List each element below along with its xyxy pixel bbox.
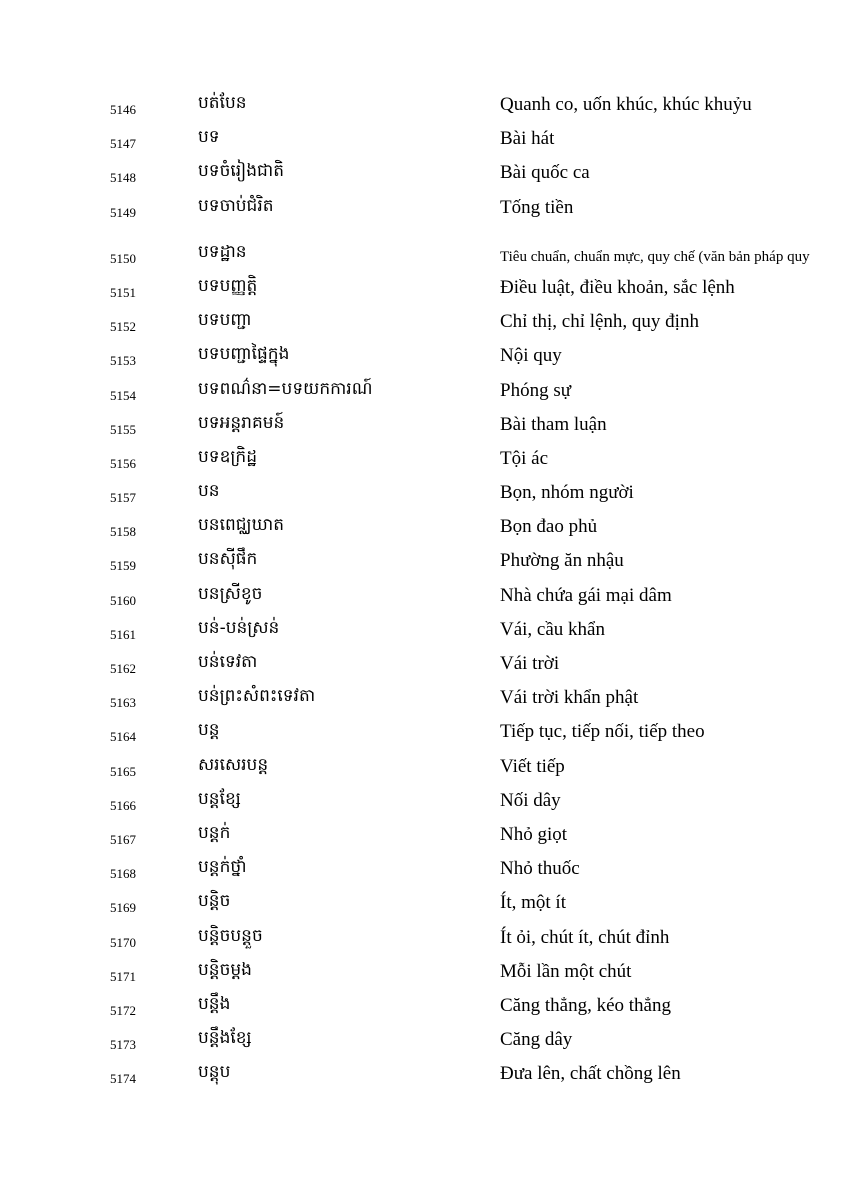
khmer-term: បន្តិចម្តង	[198, 959, 252, 980]
entry-number: 5146	[110, 102, 136, 117]
vietnamese-meaning: Vái, cầu khẩn	[500, 618, 605, 640]
vietnamese-meaning: Căng thẳng, kéo thẳng	[500, 994, 671, 1016]
khmer-term: បន្ត	[198, 720, 220, 741]
khmer-term: បនស្រីខូច	[198, 583, 263, 604]
entry-number: 5168	[110, 866, 136, 882]
entry-row	[0, 408, 848, 442]
khmer-term: បនស៊ីផឹក	[198, 549, 258, 570]
vietnamese-meaning: Điều luật, điều khoản, sắc lệnh	[500, 276, 735, 298]
khmer-term: បទចាប់ជំរិត	[198, 195, 274, 216]
vietnamese-meaning: Ít, một ít	[500, 892, 566, 914]
entry-number: 5156	[110, 455, 136, 471]
khmer-term: បទបញ្ញត្តិ	[198, 275, 258, 296]
khmer-term: បទ	[198, 127, 220, 148]
vietnamese-meaning: Mỗi lần một chút	[500, 960, 632, 982]
entry-number: 5158	[110, 524, 136, 540]
khmer-term: បន្តក់ថ្នាំ	[198, 857, 247, 878]
khmer-term: បន្តក់	[198, 822, 231, 843]
khmer-term: បន្តឹង	[198, 993, 231, 1014]
entry-row	[0, 156, 848, 190]
vietnamese-meaning: Quanh co, uốn khúc, khúc khuỷu	[500, 94, 752, 115]
vietnamese-meaning: Phường ăn nhậu	[500, 550, 624, 572]
entry-number: 5165	[110, 763, 136, 779]
entry-row	[0, 305, 848, 339]
entry-row	[0, 750, 848, 784]
entry-number: 5167	[110, 831, 136, 847]
khmer-term: បទដ្ឋាន	[198, 241, 247, 262]
vietnamese-meaning: Vái trời khẩn phật	[500, 687, 639, 709]
vietnamese-meaning: Nhà chứa gái mại dâm	[500, 584, 672, 606]
vietnamese-meaning: Đưa lên, chất chồng lên	[500, 1063, 681, 1085]
khmer-term: បទពណ៌នា=បទយកការណ៍	[198, 378, 373, 399]
entry-row	[0, 1023, 848, 1057]
entry-number: 5155	[110, 421, 136, 437]
vietnamese-meaning: Căng dây	[500, 1029, 573, 1051]
vietnamese-meaning: Ít ỏi, chút ít, chút đỉnh	[500, 926, 670, 948]
entry-row	[0, 647, 848, 681]
entry-row	[0, 122, 848, 156]
khmer-term: បន់ទេវតា	[198, 652, 258, 672]
entry-number: 5153	[110, 353, 136, 369]
khmer-term: បន់ព្រះសំពះទេវតា	[198, 686, 316, 707]
entry-row	[0, 339, 848, 373]
vietnamese-meaning: Tống tiền	[500, 196, 574, 218]
khmer-term: បទបញ្ជា	[198, 310, 252, 331]
entry-number: 5173	[110, 1037, 136, 1053]
vietnamese-meaning: Vái trời	[500, 653, 560, 674]
khmer-term: បទឧក្រិដ្ឋ	[198, 446, 258, 467]
entry-row	[0, 715, 848, 749]
khmer-term: បទអន្តរាគមន៍	[198, 412, 285, 433]
entry-number: 5154	[110, 387, 136, 403]
entry-number: 5161	[110, 626, 136, 642]
vietnamese-meaning: Bài tham luận	[500, 413, 607, 435]
vietnamese-meaning: Bọn, nhóm người	[500, 482, 634, 504]
entry-row	[0, 544, 848, 578]
khmer-term: បន់-បន់ស្រន់	[198, 617, 280, 638]
khmer-term: បត់បែន	[198, 93, 247, 113]
vietnamese-meaning: Bài quốc ca	[500, 162, 590, 184]
entry-row	[0, 191, 848, 225]
entry-number: 5170	[110, 934, 136, 950]
vietnamese-meaning: Bài hát	[500, 128, 555, 150]
entry-row	[0, 613, 848, 647]
entry-row	[0, 818, 848, 852]
entry-number: 5174	[110, 1071, 136, 1087]
entry-number: 5149	[110, 204, 136, 220]
entry-number: 5157	[110, 490, 136, 506]
vietnamese-meaning: Tội ác	[500, 447, 549, 469]
entry-row	[0, 237, 848, 271]
entry-number: 5147	[110, 136, 136, 152]
entry-row	[0, 1057, 848, 1091]
khmer-term: បន	[198, 481, 220, 502]
entry-row	[0, 955, 848, 989]
entry-number: 5171	[110, 968, 136, 984]
khmer-term: សរសេរបន្ត	[198, 754, 269, 775]
entry-number: 5163	[110, 695, 136, 711]
khmer-term: បន្តិចបន្តួច	[198, 925, 263, 946]
entry-number: 5162	[110, 661, 136, 676]
entry-number: 5148	[110, 170, 136, 186]
vietnamese-meaning: Nối dây	[500, 789, 561, 811]
entry-row	[0, 476, 848, 510]
entry-row	[0, 784, 848, 818]
entry-row	[0, 374, 848, 408]
entry-number: 5159	[110, 558, 136, 574]
entry-row	[0, 442, 848, 476]
entry-row	[0, 921, 848, 955]
entry-row	[0, 852, 848, 886]
entry-row	[0, 271, 848, 305]
entry-number: 5151	[110, 284, 136, 300]
vietnamese-meaning: Phóng sự	[500, 379, 572, 401]
entry-number: 5169	[110, 900, 136, 916]
vietnamese-meaning: Nội quy	[500, 345, 562, 367]
khmer-term: បន្តខ្សែ	[198, 788, 241, 809]
entry-row	[0, 510, 848, 544]
khmer-term: បទបញ្ជាផ្ទៃក្នុង	[198, 344, 290, 365]
entry-number: 5160	[110, 592, 136, 608]
khmer-term: បនពេជ្ឈឃាត	[198, 515, 284, 536]
vietnamese-meaning: Nhỏ thuốc	[500, 858, 580, 880]
entry-number: 5152	[110, 319, 136, 335]
entry-number: 5172	[110, 1002, 136, 1018]
entry-row	[0, 579, 848, 613]
vietnamese-meaning: Tiếp tục, tiếp nối, tiếp theo	[500, 721, 705, 743]
vietnamese-meaning: Tiêu chuẩn, chuẩn mực, quy chế (văn bản pháp quy	[500, 248, 810, 265]
vietnamese-meaning: Nhỏ giọt	[500, 823, 568, 845]
vietnamese-meaning: Bọn đao phủ	[500, 516, 598, 538]
entry-row	[0, 681, 848, 715]
entry-number: 5164	[110, 729, 136, 745]
entry-row	[0, 88, 848, 122]
khmer-term: បន្តឹងខ្សែ	[198, 1028, 252, 1049]
khmer-term: បន្តិច	[198, 891, 231, 912]
entry-row	[0, 886, 848, 920]
entry-list	[0, 88, 848, 1091]
vietnamese-meaning: Chỉ thị, chỉ lệnh, quy định	[500, 311, 699, 333]
entry-row	[0, 989, 848, 1023]
khmer-term: បទចំរៀងជាតិ	[198, 161, 284, 182]
entry-number: 5150	[110, 250, 136, 266]
khmer-term: បន្តុប	[198, 1062, 231, 1083]
vietnamese-meaning: Viết tiếp	[500, 755, 565, 777]
entry-number: 5166	[110, 797, 136, 813]
